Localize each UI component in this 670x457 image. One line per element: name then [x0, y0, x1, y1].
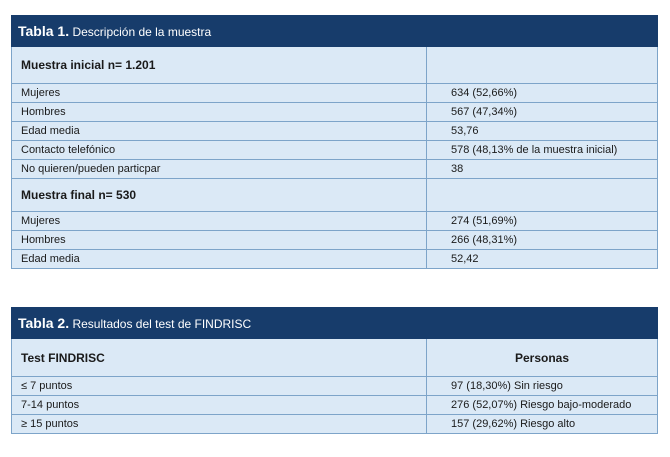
- table-2-caption: Resultados del test de FINDRISC: [72, 317, 252, 331]
- table-row: [12, 212, 658, 231]
- table-1-title: [12, 16, 658, 47]
- row-label: No quieren/pueden particpar: [12, 160, 427, 179]
- table-1-number: Tabla 1.: [18, 23, 70, 39]
- table-2-number: Tabla 2.: [18, 315, 70, 331]
- row-value: 38: [427, 160, 658, 179]
- column-header-test: Test FINDRISC: [12, 339, 427, 377]
- table-2-title: [12, 308, 658, 339]
- row-value: 266 (48,31%): [427, 231, 658, 250]
- row-label: ≤ 7 puntos: [12, 377, 427, 396]
- section-header: [12, 47, 658, 84]
- row-value: 274 (51,69%): [427, 212, 658, 231]
- column-header-personas: Personas: [427, 339, 658, 377]
- table-1: [11, 15, 658, 269]
- table-row: [12, 377, 658, 396]
- table-row: [12, 160, 658, 179]
- row-label: Contacto telefónico: [12, 141, 427, 160]
- row-label: Edad media: [12, 250, 427, 269]
- row-value: 157 (29,62%) Riesgo alto: [427, 415, 658, 434]
- row-label: Mujeres: [12, 84, 427, 103]
- table-row: [12, 415, 658, 434]
- row-value: 578 (48,13% de la muestra inicial): [427, 141, 658, 160]
- table-row: [12, 141, 658, 160]
- table-row: [12, 396, 658, 415]
- table-row: [12, 231, 658, 250]
- row-label: ≥ 15 puntos: [12, 415, 427, 434]
- section-label: Muestra inicial n= 1.201: [12, 47, 427, 84]
- table-row: [12, 84, 658, 103]
- row-label: Mujeres: [12, 212, 427, 231]
- table-2: [11, 307, 658, 434]
- section-label: Muestra final n= 530: [12, 179, 427, 212]
- row-label: Edad media: [12, 122, 427, 141]
- row-value: 53,76: [427, 122, 658, 141]
- row-value: 634 (52,66%): [427, 84, 658, 103]
- section-header: [12, 179, 658, 212]
- table-header-row: [12, 339, 658, 377]
- row-label: Hombres: [12, 231, 427, 250]
- row-label: 7-14 puntos: [12, 396, 427, 415]
- table-row: [12, 250, 658, 269]
- row-label: Hombres: [12, 103, 427, 122]
- row-value: 97 (18,30%) Sin riesgo: [427, 377, 658, 396]
- table-1-caption: Descripción de la muestra: [72, 25, 212, 39]
- table-row: [12, 122, 658, 141]
- row-value: 52,42: [427, 250, 658, 269]
- table-row: [12, 103, 658, 122]
- row-value: 567 (47,34%): [427, 103, 658, 122]
- row-value: 276 (52,07%) Riesgo bajo-moderado: [427, 396, 658, 415]
